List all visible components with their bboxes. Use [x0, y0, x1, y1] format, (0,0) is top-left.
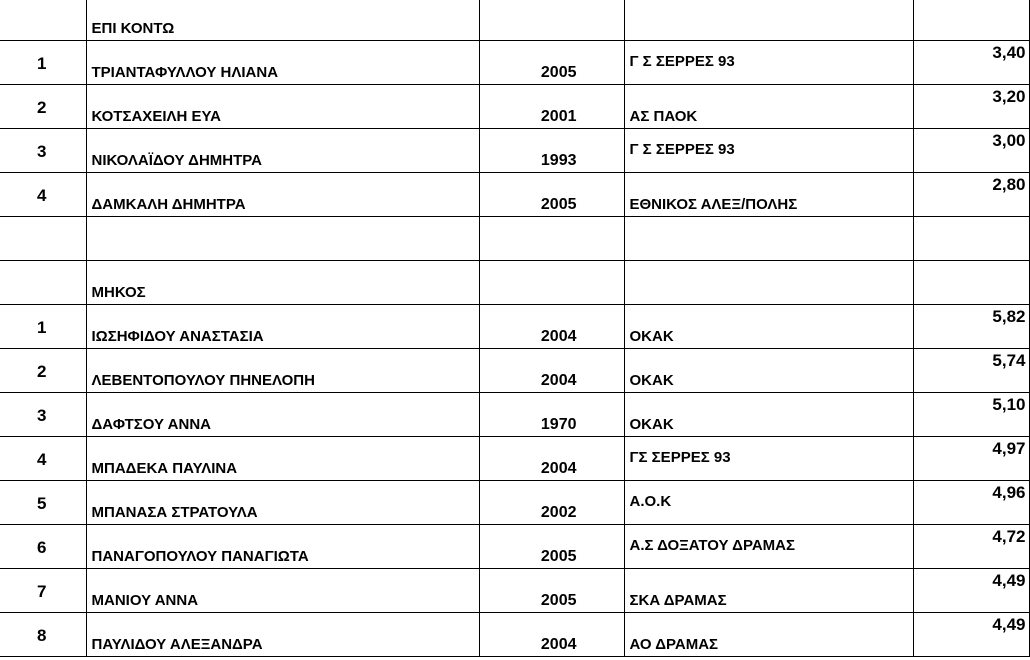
birth-year: 2005 [540, 196, 577, 213]
athlete-name: ΙΩΣΗΦΙΔΟΥ ΑΝΑΣΤΑΣΙΑ [91, 328, 264, 345]
rank-cell[interactable] [0, 613, 86, 657]
mark-cell[interactable] [913, 569, 1029, 613]
section-heading-row [0, 0, 1029, 41]
club: ΑΟ ΔΡΑΜΑΣ [629, 636, 719, 653]
rank: 2 [37, 98, 47, 117]
mark: 5,10 [992, 395, 1026, 414]
athlete-name: ΜΠΑΔΕΚΑ ΠΑΥΛΙΝΑ [91, 460, 238, 477]
name-cell[interactable] [86, 525, 479, 569]
birth-year: 2004 [540, 636, 577, 653]
mark: 5,74 [992, 351, 1026, 370]
club-cell[interactable] [624, 569, 913, 613]
year-cell[interactable] [479, 437, 624, 481]
rank: 3 [37, 406, 47, 425]
club-cell[interactable] [624, 41, 913, 85]
table-row [0, 393, 1029, 437]
year-cell[interactable] [479, 41, 624, 85]
year-cell[interactable] [479, 85, 624, 129]
name-cell[interactable] [86, 481, 479, 525]
mark-cell[interactable] [913, 525, 1029, 569]
birth-year: 2004 [540, 460, 577, 477]
mark: 4,96 [992, 483, 1026, 502]
mark-cell[interactable] [913, 129, 1029, 173]
table-row [0, 613, 1029, 657]
club: Γ Σ ΣΕΡΡΕΣ 93 [629, 141, 735, 158]
birth-year: 2001 [540, 108, 577, 125]
mark-cell[interactable] [913, 481, 1029, 525]
cell[interactable] [86, 217, 479, 261]
club-cell[interactable] [624, 613, 913, 657]
rank: 4 [37, 450, 47, 469]
cell[interactable] [0, 261, 86, 305]
table-row [0, 437, 1029, 481]
year-cell[interactable] [479, 481, 624, 525]
club-cell[interactable] [624, 481, 913, 525]
name-cell[interactable] [86, 393, 479, 437]
mark-cell[interactable] [913, 41, 1029, 85]
rank: 8 [37, 626, 47, 645]
section-heading-cell[interactable] [86, 261, 479, 305]
club: ΕΘΝΙΚΟΣ ΑΛΕΞ/ΠΟΛΗΣ [629, 196, 798, 213]
cell[interactable] [479, 217, 624, 261]
club: ΑΣ ΠΑΟΚ [629, 108, 698, 125]
rank-cell[interactable] [0, 393, 86, 437]
mark-cell[interactable] [913, 393, 1029, 437]
empty-row [0, 217, 1029, 261]
rank: 1 [37, 54, 47, 73]
rank: 4 [37, 186, 47, 205]
club-cell[interactable] [624, 173, 913, 217]
mark: 4,49 [992, 571, 1026, 590]
name-cell[interactable] [86, 437, 479, 481]
athlete-name: ΜΠΑΝΑΣΑ ΣΤΡΑΤΟΥΛΑ [91, 504, 258, 521]
section-heading-cell[interactable] [86, 0, 479, 41]
name-cell[interactable] [86, 569, 479, 613]
table-row [0, 41, 1029, 85]
table-row [0, 129, 1029, 173]
cell[interactable] [479, 0, 624, 41]
birth-year: 1993 [540, 152, 577, 169]
rank-cell[interactable] [0, 129, 86, 173]
birth-year: 2002 [540, 504, 577, 521]
cell[interactable] [0, 217, 86, 261]
section-heading-row [0, 261, 1029, 305]
name-cell[interactable] [86, 305, 479, 349]
year-cell[interactable] [479, 393, 624, 437]
mark: 4,72 [992, 527, 1026, 546]
mark: 3,40 [992, 43, 1026, 62]
rank: 5 [37, 494, 47, 513]
rank-cell[interactable] [0, 41, 86, 85]
rank: 7 [37, 582, 47, 601]
table-row [0, 481, 1029, 525]
year-cell[interactable] [479, 569, 624, 613]
athlete-name: ΔΑΦΤΣΟΥ ΑΝΝΑ [91, 416, 211, 433]
club: ΣΚΑ ΔΡΑΜΑΣ [629, 592, 727, 609]
athlete-name: ΠΑΥΛΙΔΟΥ ΑΛΕΞΑΝΔΡΑ [91, 636, 263, 653]
cell[interactable] [624, 261, 913, 305]
birth-year: 2004 [540, 372, 577, 389]
cell[interactable] [624, 0, 913, 41]
mark: 5,82 [992, 307, 1026, 326]
year-cell[interactable] [479, 129, 624, 173]
mark: 4,49 [992, 615, 1026, 634]
name-cell[interactable] [86, 129, 479, 173]
rank-cell[interactable] [0, 481, 86, 525]
rank: 6 [37, 538, 47, 557]
rank-cell[interactable] [0, 349, 86, 393]
athlete-name: ΚΟΤΣΑΧΕΙΛΗ ΕΥΑ [91, 108, 221, 125]
mark-cell[interactable] [913, 305, 1029, 349]
club-cell[interactable] [624, 305, 913, 349]
club: Α.Ο.Κ [629, 493, 672, 510]
table-row [0, 305, 1029, 349]
club-cell[interactable] [624, 525, 913, 569]
year-cell[interactable] [479, 349, 624, 393]
athlete-name: ΜΑΝΙΟΥ ΑΝΝΑ [91, 592, 199, 609]
rank-cell[interactable] [0, 173, 86, 217]
club: Γ Σ ΣΕΡΡΕΣ 93 [629, 53, 735, 70]
name-cell[interactable] [86, 85, 479, 129]
year-cell[interactable] [479, 613, 624, 657]
name-cell[interactable] [86, 41, 479, 85]
cell[interactable] [479, 261, 624, 305]
rank-cell[interactable] [0, 569, 86, 613]
mark: 2,80 [992, 175, 1026, 194]
table-row [0, 85, 1029, 129]
athlete-name: ΤΡΙΑΝΤΑΦΥΛΛΟΥ ΗΛΙΑΝΑ [91, 64, 279, 81]
name-cell[interactable] [86, 349, 479, 393]
mark: 3,20 [992, 87, 1026, 106]
club-cell[interactable] [624, 437, 913, 481]
mark-cell[interactable] [913, 85, 1029, 129]
mark: 3,00 [992, 131, 1026, 150]
club-cell[interactable] [624, 349, 913, 393]
table-row [0, 525, 1029, 569]
name-cell[interactable] [86, 173, 479, 217]
year-cell[interactable] [479, 305, 624, 349]
cell[interactable] [913, 217, 1029, 261]
birth-year: 2005 [540, 592, 577, 609]
table-row [0, 349, 1029, 393]
birth-year: 2004 [540, 328, 577, 345]
athlete-name: ΛΕΒΕΝΤΟΠΟΥΛΟΥ ΠΗΝΕΛΟΠΗ [91, 372, 315, 389]
mark-cell[interactable] [913, 613, 1029, 657]
club-cell[interactable] [624, 393, 913, 437]
athlete-name: ΠΑΝΑΓΟΠΟΥΛΟΥ ΠΑΝΑΓΙΩΤΑ [91, 548, 309, 565]
rank: 1 [37, 318, 47, 337]
mark-cell[interactable] [913, 349, 1029, 393]
cell[interactable] [0, 0, 86, 41]
name-cell[interactable] [86, 613, 479, 657]
year-cell[interactable] [479, 173, 624, 217]
rank: 2 [37, 362, 47, 381]
cell[interactable] [913, 0, 1029, 41]
table-row [0, 173, 1029, 217]
athlete-name: ΔΑΜΚΑΛΗ ΔΗΜΗΤΡΑ [91, 196, 246, 213]
rank-cell[interactable] [0, 525, 86, 569]
rank: 3 [37, 142, 47, 161]
athlete-name: ΝΙΚΟΛΑΪΔΟΥ ΔΗΜΗΤΡΑ [91, 152, 262, 169]
mark-cell[interactable] [913, 173, 1029, 217]
rank-cell[interactable] [0, 85, 86, 129]
club: Α.Σ ΔΟΞΑΤΟΥ ΔΡΑΜΑΣ [629, 537, 795, 554]
section-heading: ΜΗΚΟΣ [91, 284, 146, 301]
table-row [0, 569, 1029, 613]
birth-year: 1970 [540, 416, 577, 433]
rank-cell[interactable] [0, 437, 86, 481]
club: ΟΚΑΚ [629, 416, 674, 433]
year-cell[interactable] [479, 525, 624, 569]
club: ΓΣ ΣΕΡΡΕΣ 93 [629, 449, 731, 466]
club: ΟΚΑΚ [629, 328, 674, 345]
club-cell[interactable] [624, 85, 913, 129]
mark: 4,97 [992, 439, 1026, 458]
birth-year: 2005 [540, 64, 577, 81]
mark-cell[interactable] [913, 437, 1029, 481]
rank-cell[interactable] [0, 305, 86, 349]
birth-year: 2005 [540, 548, 577, 565]
cell[interactable] [624, 217, 913, 261]
club: ΟΚΑΚ [629, 372, 674, 389]
cell[interactable] [913, 261, 1029, 305]
section-heading: ΕΠΙ ΚΟΝΤΩ [91, 20, 175, 37]
club-cell[interactable] [624, 129, 913, 173]
